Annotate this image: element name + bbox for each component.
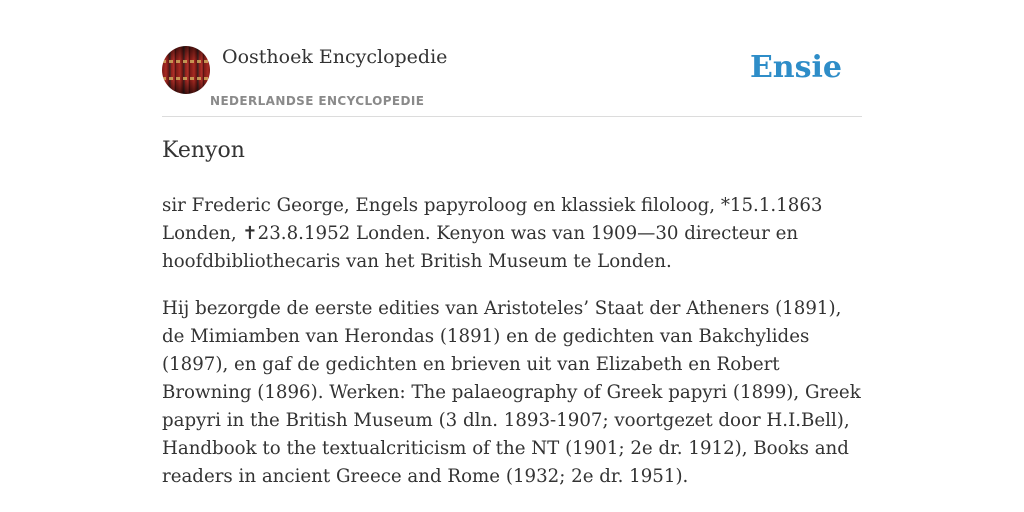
encyclopedia-books-logo-icon[interactable]	[162, 46, 210, 94]
site-title[interactable]: Oosthoek Encyclopedie	[222, 46, 448, 68]
article-title: Kenyon	[162, 138, 245, 163]
site-subtitle: NEDERLANDSE ENCYCLOPEDIE	[210, 94, 425, 108]
article-body	[162, 192, 866, 510]
ensie-brand-logo[interactable]: Ensie	[749, 50, 842, 85]
article-paragraph: sir Frederic George, Engels papyroloog en klassiek filoloog, *15.1.1863 Londen, ✝23.8.1952 Londen. Kenyon was van 1909—30 directeur en hoofdbibliothecaris van het British Museum te Londen.	[162, 195, 823, 272]
site-header	[162, 44, 862, 117]
article-paragraph: Hij bezorgde de eerste edities van Aristoteles’ Staat der Atheners (1891), de Mimiamben van Herondas (1891) en de gedichten van Bakchylides (1897), en gaf de gedichten en brieven uit van Elizabeth en Robert Browning (1896). Werken: The palaeography of Greek papyri (1899), Greek papyri in the British Museum (3 dln. 1893-1907; voortgezet door H.I.Bell), Handbook to the textualcriticism of the NT (1901; 2e dr. 1912), Books and readers in ancient Greece and Rome (1932; 2e dr. 1951).	[162, 298, 861, 487]
